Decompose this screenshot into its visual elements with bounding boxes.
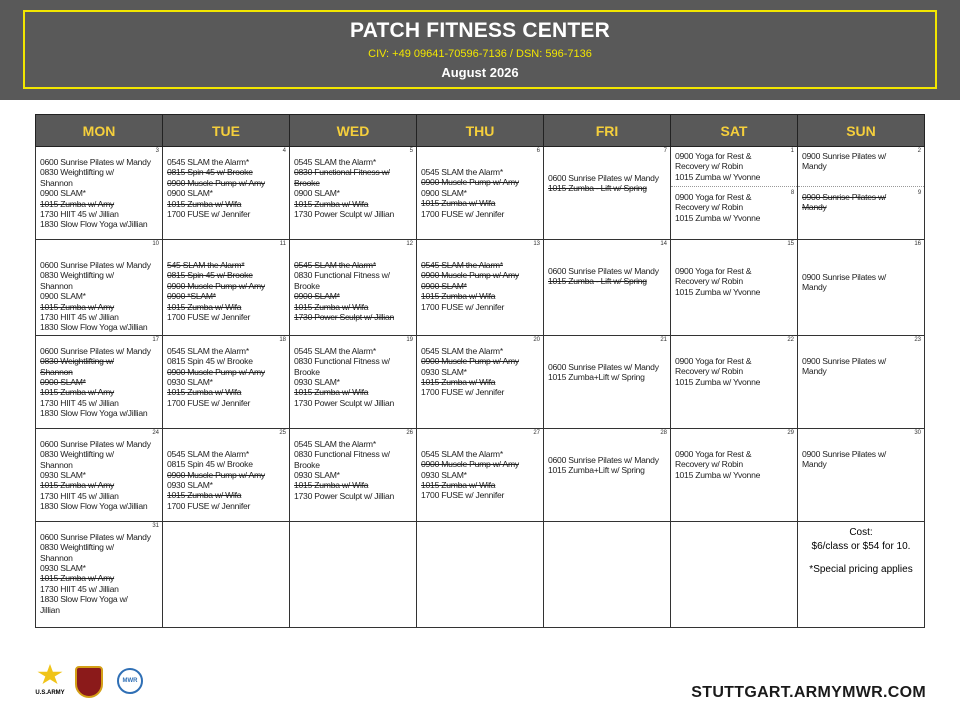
class-entry: 0545 SLAM the Alarm* xyxy=(294,438,376,449)
day-cell xyxy=(671,428,798,521)
cost-price: $6/class or $54 for 10. xyxy=(811,540,911,552)
day-cell-split xyxy=(671,147,798,240)
day-number: 3 xyxy=(155,148,159,154)
day-number: 26 xyxy=(406,429,413,436)
class-entry: 0900 SLAM* xyxy=(40,188,86,199)
week-row xyxy=(36,335,925,428)
class-entry: 0545 SLAM the Alarm* xyxy=(167,345,249,356)
class-entry: 0830 Functional Fitness w/ xyxy=(294,449,390,460)
class-entry: 1830 Slow Flow Yoga w/Jillian xyxy=(40,322,148,333)
class-entry: 1015 Zumba+Lift w/ Spring xyxy=(548,372,645,383)
class-entry: 0600 Sunrise Pilates w/ Mandy xyxy=(40,260,151,270)
class-entry-cancelled: 0900 Muscle Pump w/ Amy xyxy=(421,356,519,367)
class-entry: Recovery w/ Robin xyxy=(675,161,743,172)
class-entry: 0900 Yoga for Rest & xyxy=(675,266,752,276)
class-entry: 0900 Yoga for Rest & xyxy=(675,192,752,202)
class-entry: 0900 SLAM* xyxy=(40,291,86,302)
class-entry: 0600 Sunrise Pilates w/ Mandy xyxy=(40,345,151,356)
day-number: 20 xyxy=(533,336,540,343)
day-cell xyxy=(290,335,417,428)
empty-cell xyxy=(163,521,290,627)
day-number: 5 xyxy=(409,148,413,154)
day-number: 29 xyxy=(787,429,794,436)
page-title: PATCH FITNESS CENTER xyxy=(350,19,610,42)
class-entry-cancelled: 0815 Spin 45 w/ Brooke xyxy=(167,167,253,178)
class-entry: 0545 SLAM the Alarm* xyxy=(294,345,376,356)
day-number: 16 xyxy=(914,241,921,247)
day-cell xyxy=(417,335,544,428)
class-entry: 1730 HIIT 45 w/ Jillian xyxy=(40,312,119,323)
class-entry: 1015 Zumba+Lift w/ Spring xyxy=(548,465,645,476)
class-entry: 1830 Slow Flow Yoga w/Jillian xyxy=(40,408,148,419)
us-army-text: U.S.ARMY xyxy=(35,690,65,696)
class-entry: 0545 SLAM the Alarm* xyxy=(421,448,503,459)
class-entry-cancelled: 0900 *SLAM* xyxy=(167,291,216,302)
day-header-thu: THU xyxy=(417,115,544,147)
class-entry-cancelled: 0900 SLAM* xyxy=(40,377,86,388)
class-entry-cancelled: 1015 Zumba - Lift w/ Spring xyxy=(548,183,647,194)
class-entry-cancelled: 0900 Muscle Pump w/ Amy xyxy=(167,469,265,480)
cost-cell xyxy=(798,521,925,627)
day-cell-split xyxy=(798,147,925,240)
class-entry: 1700 FUSE w/ Jennifer xyxy=(167,312,251,323)
class-entry-cancelled: 545 SLAM the Alarm* xyxy=(167,260,245,270)
class-entry-cancelled: 0545 SLAM the Alarm* xyxy=(421,260,503,270)
day-number: 21 xyxy=(660,336,667,343)
day-header-fri: FRI xyxy=(544,115,671,147)
empty-cell xyxy=(417,521,544,627)
day-cell xyxy=(36,521,163,627)
class-entry: 0900 SLAM* xyxy=(294,188,340,199)
class-entry-cancelled: 1015 Zumba w/ Wifa xyxy=(167,198,242,209)
day-number: 6 xyxy=(536,148,540,154)
class-entry: Shannon xyxy=(40,459,73,470)
class-entry-cancelled: 0900 Muscle Pump w/ Amy xyxy=(167,280,265,291)
class-entry: 1700 FUSE w/ Jennifer xyxy=(167,500,251,511)
day-number: 7 xyxy=(663,148,667,154)
class-entry: 0900 SLAM* xyxy=(167,188,213,199)
class-entry-cancelled: Brooke xyxy=(294,177,320,188)
day-cell xyxy=(798,428,925,521)
class-entry: Recovery w/ Robin xyxy=(675,276,743,287)
class-entry-cancelled: 1015 Zumba w/ Wifa xyxy=(294,301,369,312)
class-entry: 0830 Functional Fitness w/ xyxy=(294,356,390,367)
class-entry: Recovery w/ Robin xyxy=(675,366,743,377)
class-entry: 0600 Sunrise Pilates w/ Mandy xyxy=(548,454,659,465)
day-cell xyxy=(417,147,544,240)
class-entry-cancelled: 0830 Weightlifting w/ xyxy=(40,356,114,367)
day-header-tue: TUE xyxy=(163,115,290,147)
class-entry: 0600 Sunrise Pilates w/ Mandy xyxy=(548,361,659,372)
class-entry-cancelled: 1015 Zumba w/ Wifa xyxy=(421,377,496,388)
us-army-logo xyxy=(33,664,67,704)
class-entry: 0600 Sunrise Pilates w/ Mandy xyxy=(40,438,151,449)
class-entry: 1830 Slow Flow Yoga w/ xyxy=(40,594,128,605)
calendar-table xyxy=(35,114,925,628)
week-row xyxy=(36,521,925,627)
class-entry-cancelled: 1015 Zumba w/ Wifa xyxy=(294,198,369,209)
class-entry: 0815 Spin 45 w/ Brooke xyxy=(167,356,253,367)
class-entry: 0900 Yoga for Rest & xyxy=(675,151,752,161)
class-entry: 1730 HIIT 45 w/ Jillian xyxy=(40,583,119,594)
day-cell xyxy=(290,147,417,240)
class-entry-cancelled: 0900 Muscle Pump w/ Amy xyxy=(167,177,265,188)
class-entry: 0600 Sunrise Pilates w/ Mandy xyxy=(40,531,151,542)
class-entry-cancelled: 0815 Spin 45 w/ Brooke xyxy=(167,270,253,281)
class-entry: 0930 SLAM* xyxy=(421,469,467,480)
class-entry: Brooke xyxy=(294,459,320,470)
day-cell xyxy=(417,240,544,336)
day-cell xyxy=(544,240,671,336)
class-entry: 1730 Power Sculpt w/ Jillian xyxy=(294,397,394,408)
day-number: 2 xyxy=(917,148,921,154)
class-entry-cancelled: 0900 SLAM* xyxy=(294,291,340,302)
day-number: 1 xyxy=(790,148,794,154)
class-entry: 1700 FUSE w/ Jennifer xyxy=(421,301,505,312)
day-header-sat: SAT xyxy=(671,115,798,147)
day-cell xyxy=(417,428,544,521)
class-entry-cancelled: 0900 Muscle Pump w/ Amy xyxy=(421,177,519,188)
class-entry: 1700 FUSE w/ Jennifer xyxy=(421,490,505,501)
day-cell xyxy=(36,240,163,336)
class-entry-cancelled: 1015 Zumba w/ Amy xyxy=(40,301,115,312)
class-entry-cancelled: 1015 Zumba w/ Amy xyxy=(40,387,115,398)
class-entry: 0830 Weightlifting w/ xyxy=(40,449,114,460)
empty-cell xyxy=(671,521,798,627)
day-number: 8 xyxy=(790,190,794,196)
class-entry-cancelled: 1015 Zumba w/ Wifa xyxy=(294,387,369,398)
garrison-seal-icon xyxy=(75,666,103,698)
class-entry-cancelled: 1015 Zumba w/ Amy xyxy=(40,480,115,491)
header-box xyxy=(23,10,937,89)
class-entry: 0545 SLAM the Alarm* xyxy=(294,157,376,167)
class-entry-cancelled: 1015 Zumba w/ Wifa xyxy=(421,480,496,491)
class-entry-cancelled: 1015 Zumba w/ Amy xyxy=(40,198,115,209)
day-cell xyxy=(163,428,290,521)
class-entry: 0545 SLAM the Alarm* xyxy=(421,345,503,356)
class-entry: 0545 SLAM the Alarm* xyxy=(167,157,249,167)
class-entry: 0600 Sunrise Pilates w/ Mandy xyxy=(40,157,151,167)
class-entry-cancelled: Mandy xyxy=(802,202,827,213)
class-entry: 0830 Weightlifting w/ xyxy=(40,270,114,281)
day-cell xyxy=(36,335,163,428)
month-label: August 2026 xyxy=(441,65,519,80)
class-entry: 1830 Slow Flow Yoga w/Jillian xyxy=(40,501,148,512)
day-number: 22 xyxy=(787,336,794,343)
class-entry-cancelled: 1015 Zumba w/ Amy xyxy=(40,573,115,584)
day-number: 28 xyxy=(660,429,667,436)
class-entry: 0830 Weightlifting w/ xyxy=(40,542,114,553)
day-cell xyxy=(671,240,798,336)
website-url: STUTTGART.ARMYMWR.COM xyxy=(691,684,926,701)
class-entry-cancelled: 0900 Sunrise Pilates w/ xyxy=(802,192,887,202)
class-entry: 1015 Zumba w/ Yvonne xyxy=(675,286,761,297)
day-cell xyxy=(290,428,417,521)
day-number: 18 xyxy=(279,336,286,343)
class-entry-cancelled: 1015 Zumba - Lift w/ Spring xyxy=(548,276,647,287)
class-entry: Brooke xyxy=(294,280,320,291)
day-header-sun: SUN xyxy=(798,115,925,147)
class-entry: 0930 SLAM* xyxy=(40,470,86,481)
mwr-logo: MWR xyxy=(117,668,143,694)
class-entry: 0545 SLAM the Alarm* xyxy=(167,448,249,459)
class-entry: 0900 Sunrise Pilates w/ xyxy=(802,355,887,366)
class-entry: 1730 Power Sculpt w/ Jillian xyxy=(294,209,394,220)
class-entry: 1700 FUSE w/ Jennifer xyxy=(421,208,505,219)
class-entry-cancelled: 0830 Functional Fitness w/ xyxy=(294,167,390,178)
class-entry-cancelled: 1730 Power Sculpt w/ Jillian xyxy=(294,312,394,323)
day-cell xyxy=(671,335,798,428)
class-entry: Jillian xyxy=(40,604,60,615)
class-entry: Mandy xyxy=(802,161,827,172)
empty-cell xyxy=(544,521,671,627)
day-number: 12 xyxy=(406,241,413,247)
class-entry-cancelled: 1015 Zumba w/ Wifa xyxy=(167,387,242,398)
day-number: 17 xyxy=(152,336,159,343)
class-entry: 0900 Sunrise Pilates w/ xyxy=(802,272,887,282)
day-number: 15 xyxy=(787,241,794,247)
class-entry: 0830 Functional Fitness w/ xyxy=(294,270,390,281)
week-row xyxy=(36,147,925,240)
class-entry: Mandy xyxy=(802,459,827,470)
class-entry: 1700 FUSE w/ Jennifer xyxy=(167,209,251,220)
class-entry: 0900 Sunrise Pilates w/ xyxy=(802,448,887,459)
class-entry: 0930 SLAM* xyxy=(167,377,213,388)
day-number: 10 xyxy=(152,241,159,247)
cost-label: Cost: xyxy=(849,526,873,538)
day-header-row xyxy=(36,115,925,147)
empty-cell xyxy=(290,521,417,627)
day-cell xyxy=(544,335,671,428)
class-entry: Recovery w/ Robin xyxy=(675,459,743,470)
class-entry: Mandy xyxy=(802,282,827,293)
day-number: 4 xyxy=(282,148,286,154)
class-entry: 0930 SLAM* xyxy=(40,563,86,574)
class-entry-cancelled: 0900 SLAM* xyxy=(421,280,467,291)
class-entry: 1730 Power Sculpt w/ Jillian xyxy=(294,490,394,501)
class-entry: 0815 Spin 45 w/ Brooke xyxy=(167,459,253,470)
day-number: 14 xyxy=(660,241,667,247)
class-entry: 0600 Sunrise Pilates w/ Mandy xyxy=(548,173,659,183)
class-entry-cancelled: 0545 SLAM the Alarm* xyxy=(294,260,376,270)
class-entry: 0830 Weightlifting w/ xyxy=(40,167,114,178)
day-number: 31 xyxy=(152,522,159,529)
class-entry: 1700 FUSE w/ Jennifer xyxy=(421,387,505,398)
class-entry: 0930 SLAM* xyxy=(294,377,340,388)
class-entry: 1730 HIIT 45 w/ Jillian xyxy=(40,490,119,501)
class-entry-cancelled: 1015 Zumba w/ Wifa xyxy=(421,198,496,209)
day-cell xyxy=(163,147,290,240)
class-entry: Shannon xyxy=(40,552,73,563)
class-entry: 1015 Zumba w/ Yvonne xyxy=(675,376,761,387)
class-entry-cancelled: 0900 Muscle Pump w/ Amy xyxy=(167,366,265,377)
class-entry: Mandy xyxy=(802,366,827,377)
week-row xyxy=(36,240,925,336)
day-number: 30 xyxy=(914,429,921,436)
day-number: 11 xyxy=(279,241,286,247)
class-entry-cancelled: 1015 Zumba w/ Wifa xyxy=(294,480,369,491)
class-entry: 0900 SLAM* xyxy=(421,187,467,198)
class-entry: Shannon xyxy=(40,280,73,291)
day-number: 23 xyxy=(914,336,921,343)
class-entry: Shannon xyxy=(40,177,73,188)
class-entry: 1015 Zumba w/ Yvonne xyxy=(675,171,761,182)
class-entry: 0900 Yoga for Rest & xyxy=(675,448,752,459)
day-cell xyxy=(798,240,925,336)
class-entry-cancelled: 1015 Zumba w/ Wifa xyxy=(167,301,242,312)
day-cell xyxy=(36,428,163,521)
class-entry: 0900 Sunrise Pilates w/ xyxy=(802,151,887,161)
day-cell xyxy=(163,240,290,336)
day-cell xyxy=(798,335,925,428)
day-cell xyxy=(290,240,417,336)
class-entry: 1015 Zumba w/ Yvonne xyxy=(675,469,761,480)
day-number: 24 xyxy=(152,429,159,436)
day-number: 25 xyxy=(279,429,286,436)
day-header-mon: MON xyxy=(36,115,163,147)
class-entry: Brooke xyxy=(294,366,320,377)
class-entry-cancelled: 0900 Muscle Pump w/ Amy xyxy=(421,459,519,470)
day-number: 13 xyxy=(533,241,540,247)
day-cell xyxy=(544,147,671,240)
phone-numbers: CIV: +49 09641-70596-7136 / DSN: 596-7136 xyxy=(368,48,592,60)
day-cell xyxy=(163,335,290,428)
class-entry: 1730 HIIT 45 w/ Jillian xyxy=(40,397,119,408)
class-entry: Recovery w/ Robin xyxy=(675,202,743,213)
cost-note: *Special pricing applies xyxy=(809,563,913,575)
class-entry-cancelled: 1015 Zumba w/ Wifa xyxy=(421,291,496,302)
class-entry: 1730 HIIT 45 w/ Jillian xyxy=(40,209,119,220)
class-entry: 1830 Slow Flow Yoga w/Jillian xyxy=(40,219,148,230)
day-header-wed: WED xyxy=(290,115,417,147)
class-entry: 1015 Zumba w/ Yvonne xyxy=(675,212,761,223)
day-number: 27 xyxy=(533,429,540,436)
class-entry-cancelled: 0900 Muscle Pump w/ Amy xyxy=(421,270,519,281)
day-cell xyxy=(544,428,671,521)
class-entry: 0930 SLAM* xyxy=(421,366,467,377)
star-icon xyxy=(37,664,63,686)
class-entry: 0930 SLAM* xyxy=(167,480,213,491)
class-entry: 0900 Yoga for Rest & xyxy=(675,355,752,366)
class-entry: 0545 SLAM the Alarm* xyxy=(421,167,503,177)
day-number: 9 xyxy=(917,190,921,196)
week-row xyxy=(36,428,925,521)
day-cell xyxy=(36,147,163,240)
day-number: 19 xyxy=(406,336,413,343)
class-entry: 0600 Sunrise Pilates w/ Mandy xyxy=(548,266,659,276)
class-entry-cancelled: 1015 Zumba w/ Wifa xyxy=(167,490,242,501)
class-entry: 0930 SLAM* xyxy=(294,470,340,481)
class-entry: 1700 FUSE w/ Jennifer xyxy=(167,397,251,408)
class-entry-cancelled: Shannon xyxy=(40,366,73,377)
